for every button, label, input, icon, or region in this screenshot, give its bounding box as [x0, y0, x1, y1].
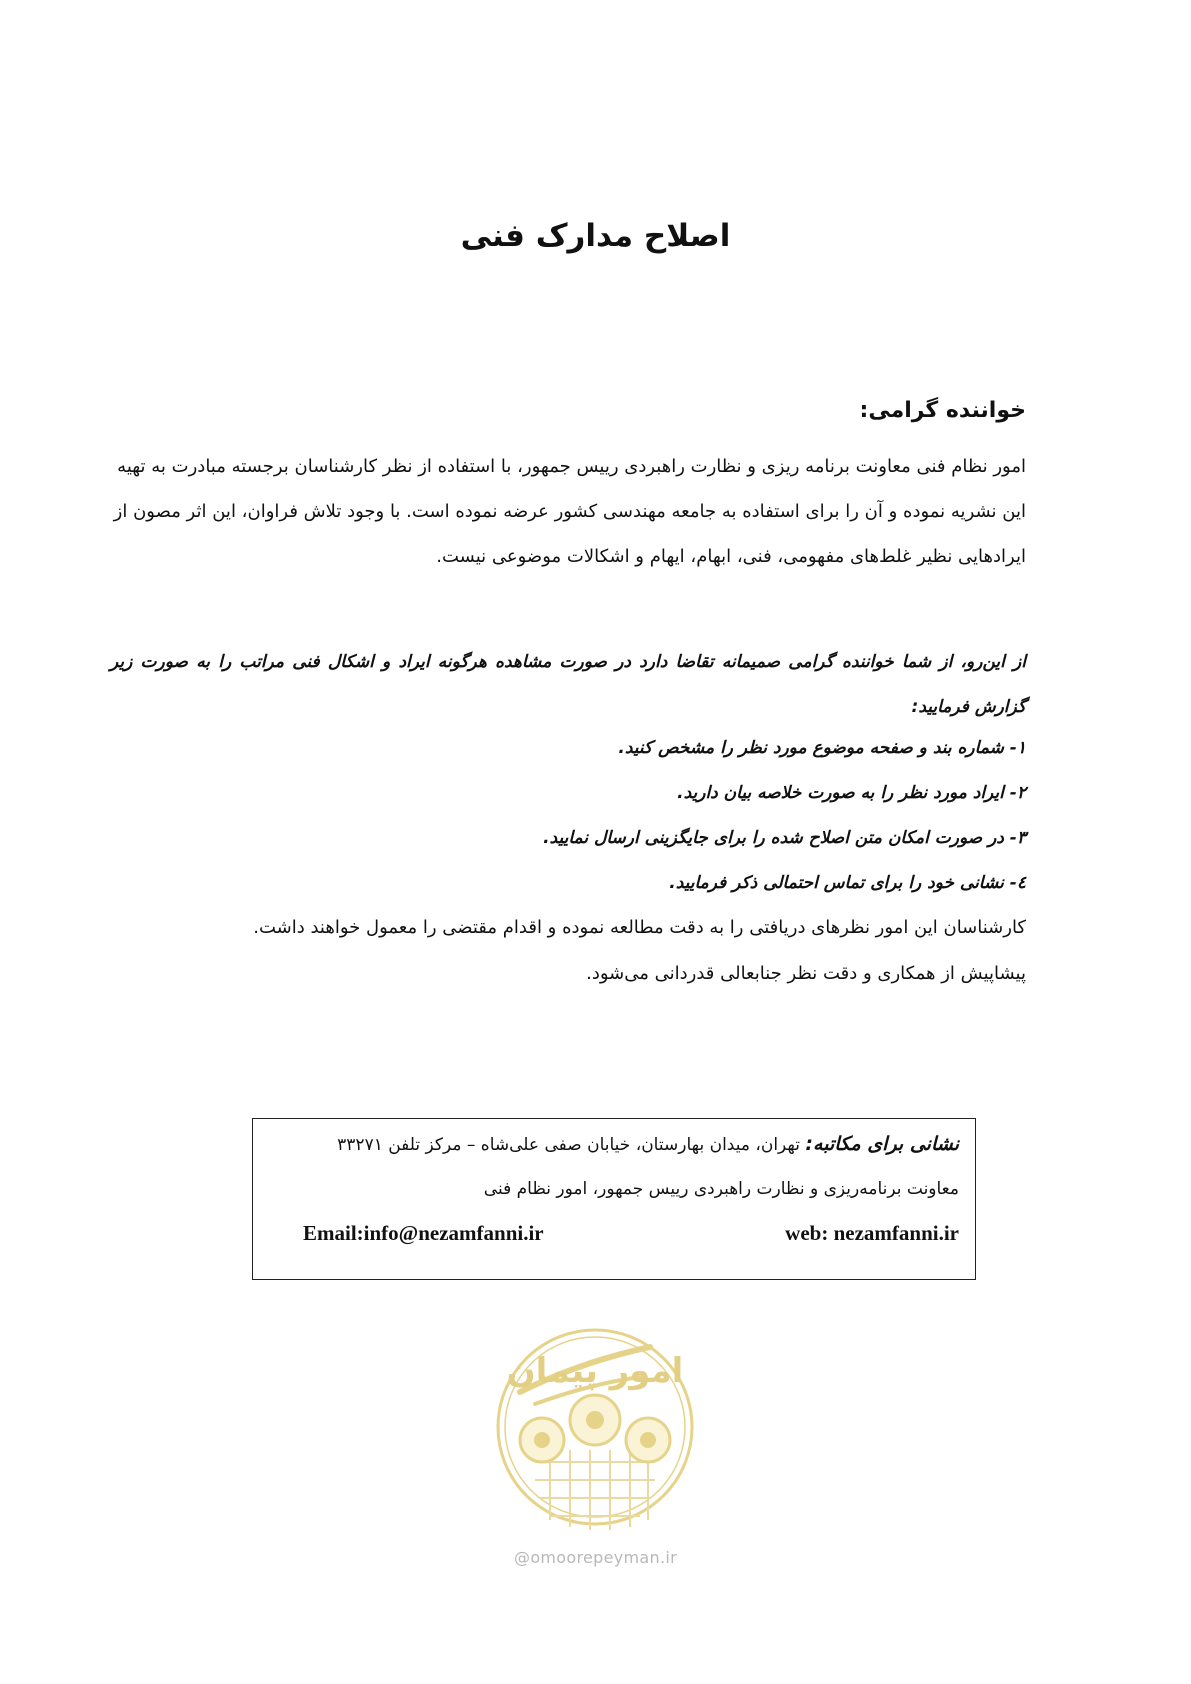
intro-line: ایرادهایی نظیر غلط‌های مفهومی، فنی، ابهام، ایهام و اشکالات موضوعی نیست. [436, 546, 1026, 567]
report-steps-list [543, 726, 1026, 906]
intro-paragraph [110, 444, 1026, 579]
watermark-logo [490, 1322, 700, 1562]
greeting-heading: خواننده گرامی: [859, 398, 1026, 423]
intro-line: امور نظام فنی معاونت برنامه ریزی و نظارت راهبردی رییس جمهور، با استفاده از نظر کارشناسان برجسته مبادرت به تهیه [117, 456, 1026, 477]
contact-organization: معاونت برنامه‌ریزی و نظارت راهبردی رییس جمهور، امور نظام فنی [483, 1179, 959, 1199]
email-link[interactable]: Email:info@nezamfanni.ir [303, 1221, 544, 1245]
contact-box [252, 1118, 976, 1280]
contact-label: نشانی برای مکاتبه: [805, 1133, 959, 1155]
closing-line: پیشاپیش از همکاری و دقت نظر جنابعالی قدردانی می‌شود. [586, 963, 1026, 984]
page-title: اصلاح مدارک فنی [460, 218, 731, 254]
request-line: از این‌رو، از شما خواننده گرامی صمیمانه تقاضا دارد در صورت مشاهده هرگونه ایراد و اشکال فنی مراتب را به صورت زیر [110, 652, 1026, 672]
contact-address: تهران، میدان بهارستان، خیابان صفی علی‌شاه – مرکز تلفن ۳۳۲۷۱ [337, 1135, 801, 1155]
request-paragraph [110, 640, 1026, 730]
intro-line: این نشریه نموده و آن را برای استفاده به جامعه مهندسی کشور عرضه نموده است. با وجود تلاش فراوان، این اثر مصون از [113, 501, 1026, 522]
contact-address-line [269, 1133, 959, 1155]
watermark-url: @omoorepeyman.ir [514, 1548, 677, 1567]
request-line: گزارش فرمایید: [911, 697, 1026, 717]
report-step: ۳- در صورت امکان متن اصلاح شده را برای جایگزینی ارسال نمایید. [543, 828, 1026, 848]
report-step: ۲- ایراد مورد نظر را به صورت خلاصه بیان دارید. [677, 783, 1026, 803]
closing-line: کارشناسان این امور نظرهای دریافتی را به دقت مطالعه نموده و اقدام مقتضی را معمول خواهند داشت. [253, 917, 1026, 938]
report-step: ۱- شماره بند و صفحه موضوع مورد نظر را مشخص کنید. [618, 738, 1026, 758]
seal-icon [490, 1322, 700, 1557]
svg-text:امور پیمان: امور پیمان [506, 1351, 684, 1391]
web-link[interactable]: web: nezamfanni.ir [785, 1221, 959, 1245]
report-step: ٤- نشانی خود را برای تماس احتمالی ذکر فرمایید. [669, 873, 1026, 893]
closing-paragraph [253, 905, 1026, 997]
